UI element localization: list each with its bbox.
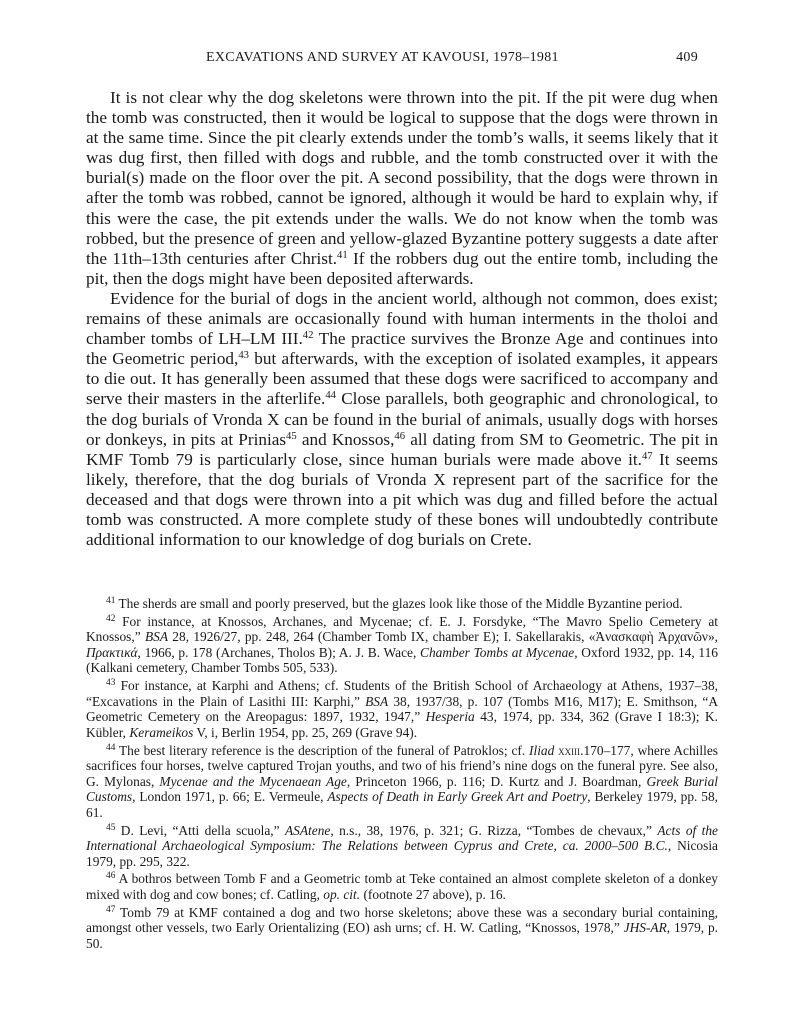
footnote-42: $^{42}$ For instance, at Knossos, Archanes, and Mycenae; cf. E. J. Forsdyke, “The Mavro Spelio Cemetery at Knossos,” BSA 28, 1926/27, pp. 248, 264 (Chamber Tomb IX, chamber E); I. Sakellarakis, «Ἀνασκαφὴ Ἀρχανῶν», Πρακτικά, 1966, p. 178 (Archanes, Tholos B); A. J. B. Wace, Chamber Tombs at Mycenae, Oxford 1932, pp. 14, 116 (Kalkani cemetery, Chamber Tombs 505, 533). (86, 613, 719, 676)
paragraph-1: It is not clear why the dog skeletons were thrown into the pit. If the pit were dug when the tomb was constructed, then it would be logical to suppose that the dogs were thrown in at the same time. Since the pit clearly extends under the tomb’s walls, it seems likely that it was dug first, then filled with dogs and rubble, and the tomb constructed over it with the burial(s) made on the floor over the pit. A second possibility, that the dogs were thrown in after the tomb was robbed, cannot be ignored, although it would be hard to explain why, if this were the case, the pit extends under the walls. We do not know when the tomb was robbed, but the presence of green and yellow-glazed Byzantine pottery suggests a date after the 11th–13th centuries after Christ.$^{41}$ If the robbers dug out the entire tomb, including the pit, then the dogs might have been deposited afterwards. (86, 88, 718, 288)
paragraph-2: Evidence for the burial of dogs in the ancient world, although not common, does exist; remains of these animals are occasionally found with human interments in the tholoi and chamber tombs of LH–LM III.$^{42}$ The practice survives the Bronze Age and continues into the Geometric period,$^{43}$ but afterwards, with the exception of isolated examples, it appears to die out. It has generally been assumed that these dogs were sacrificed to accompany and serve their masters in the afterlife.$^{44}$ Close parallels, both geographic and chronological, to the dog burials of Vronda X can be found in the burial of animals, usually dogs with horses or donkeys, in pits at Prinias$^{45}$ and Knossos,$^{46}$ all dating from SM to Geometric. The pit in KMF Tomb 79 is particularly close, since human burials were made above it.$^{47}$ It seems likely, therefore, that the dog burials of Vronda X represent part of the sacrifice for the deceased and that dogs were thrown into a pit which was dug and filled before the actual tomb was constructed. A more complete study of these bones will undoubtedly contribute additional information to our knowledge of dog burials on Crete. (86, 288, 719, 550)
footnote-43: $^{43}$ For instance, at Karphi and Athens; cf. Students of the British School of Archaeology at Athens, 1937–38, “Excavations in the Plain of Lasithi III: Karphi,” BSA 38, 1937/38, p. 107 (Tombs M16, M17); E. Smithson, “A Geometric Cemetery on the Areopagus: 1897, 1932, 1947,” Hesperia 43, 1974, pp. 334, 362 (Grave I 18:3); K. Kübler, Kerameikos V, i, Berlin 1954, pp. 25, 269 (Grave 94). (86, 678, 719, 740)
footnote-ref-45: 45 (286, 430, 297, 442)
footnote-ref-47: 47 (641, 450, 653, 462)
footnote-41: $^{41}$ The sherds are small and poorly preserved, but the glazes look like those of the Middle Byzantine period. (106, 595, 683, 611)
footnote-47: $^{47}$ Tomb 79 at KMF contained a dog and two horse skeletons; above these was a secondary burial containing, amongst other vessels, two Early Orientalizing (EO) ash urns; cf. H. W. Catling, “Knossos, 1978,” JHS-AR, 1979, p. 50. (86, 904, 718, 951)
footnote-44: $^{44}$ The best literary reference is the description of the funeral of Patroklos; cf. Iliad xxiii.170–177, where Achilles sacrifices four horses, twelve captured Trojan youths, and two of his friend’s nine dogs on the funeral pyre. See also, G. Mylonas, Mycenae and the Mycenaean Age, Princeton 1966, p. 116; D. Kurtz and J. Boardman, Greek Burial Customs, London 1971, p. 66; E. Vermeule, Aspects of Death in Early Greek Art and Poetry, Berkeley 1979, pp. 58, 61. (86, 742, 718, 820)
body-text (86, 88, 718, 550)
page-number: 409 (676, 50, 698, 65)
footnote-ref-43: 43 (238, 350, 249, 362)
footnote-45: $^{45}$ D. Levi, “Atti della scuola,” ASAtene, n.s., 38, 1976, p. 321; G. Rizza, “Tombes de chevaux,” Acts of the International Archaeological Symposium: The Relations between Cyprus and Crete, ca. 2000–500 B.C., Nicosia 1979, pp. 295, 322. (86, 822, 718, 869)
footnote-46: $^{46}$ A bothros between Tomb F and a Geometric tomb at Teke contained an almost complete skeleton of a donkey mixed with dog and cow bones; cf. Catling, op. cit. (footnote 27 above), p. 16. (86, 871, 718, 902)
footnote-ref-42: 42 (302, 330, 314, 342)
footnote-ref-41: 41 (337, 249, 348, 261)
footnote-ref-44: 44 (325, 390, 336, 402)
footnotes (86, 596, 718, 954)
running-head-title: EXCAVATIONS AND SURVEY AT KAVOUSI, 1978–1981 (206, 50, 559, 65)
footnote-ref-46: 46 (394, 430, 406, 442)
